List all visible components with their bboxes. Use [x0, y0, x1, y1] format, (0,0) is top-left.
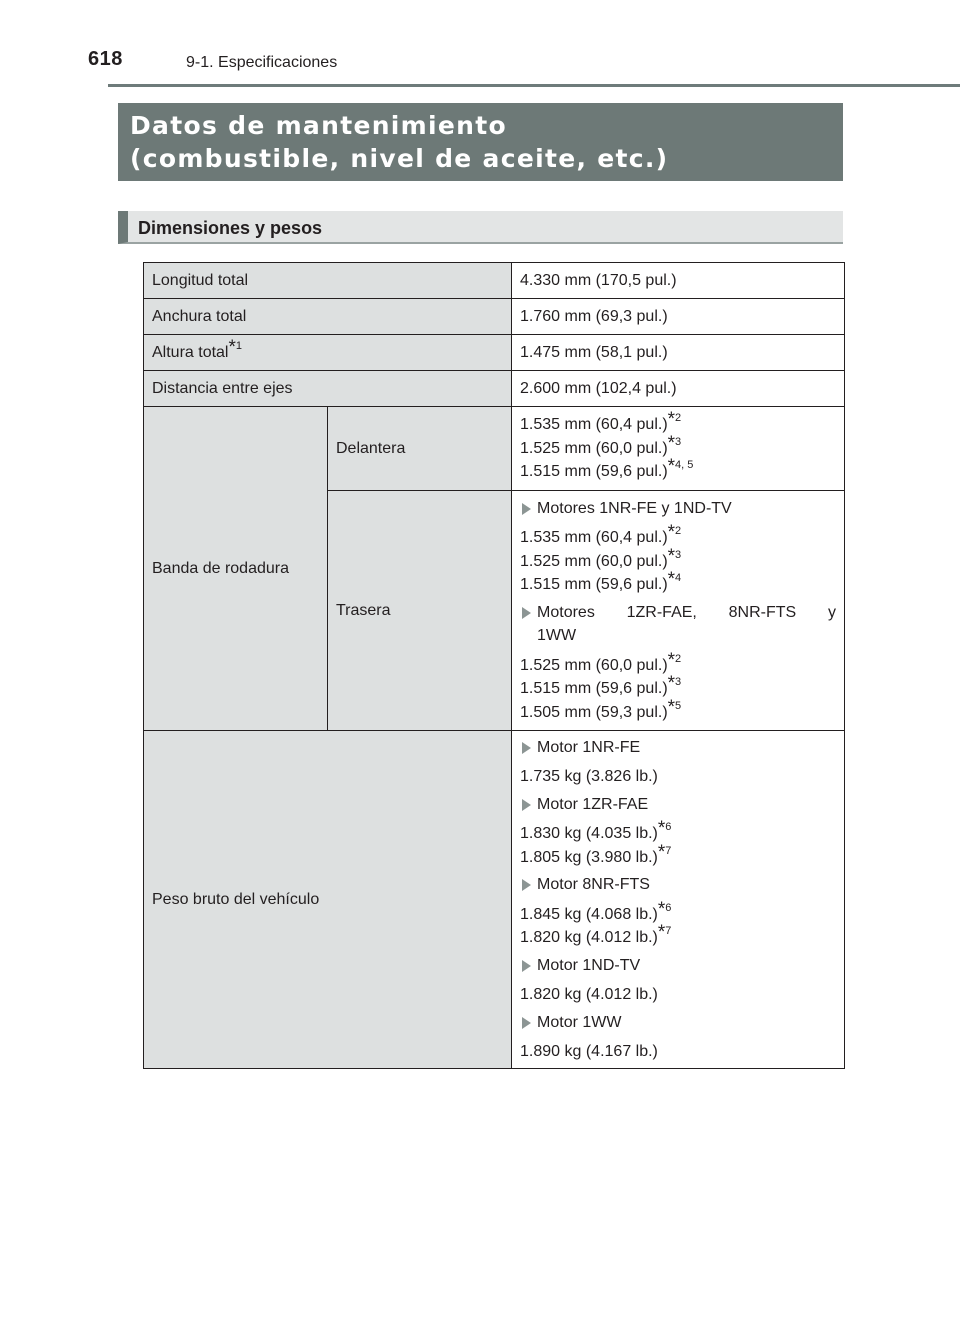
footnote-ref: 1 [235, 339, 243, 352]
triangle-bullet-icon [522, 607, 531, 619]
specifications-table [143, 262, 845, 1069]
value-line [520, 409, 836, 437]
value-line [520, 569, 836, 597]
value-line [520, 522, 836, 550]
section-label: 9-1. Especificaciones [186, 54, 338, 71]
footnote-star: * [657, 841, 666, 863]
engine-bullet [520, 601, 836, 625]
footnote-ref: 6 [665, 821, 672, 833]
value-text: 1.805 kg (3.980 lb.) [520, 848, 658, 866]
footnote-ref: 7 [665, 844, 672, 857]
subsection-heading [118, 211, 843, 244]
footnote-star: * [667, 569, 676, 591]
triangle-bullet-icon [522, 960, 531, 972]
value-line [520, 673, 836, 701]
value-text: 1.535 mm (60,4 pul.) [520, 529, 668, 547]
footnote-star: * [667, 649, 676, 671]
value-line: 1.735 kg (3.826 lb.) [520, 768, 658, 785]
tread-front-values [512, 407, 845, 491]
value-text: 1.830 kg (4.035 lb.) [520, 825, 658, 842]
footnote-star: * [667, 432, 676, 454]
overall-height-label: Altura total [152, 343, 229, 361]
footnote-star: * [657, 818, 666, 839]
overall-length-label: Longitud total [144, 263, 512, 299]
value-text: 1.525 mm (60,0 pul.) [520, 656, 668, 674]
footnote-star: * [667, 673, 676, 695]
value-line [520, 818, 836, 846]
footnote-ref: 2 [675, 412, 682, 425]
wheelbase-label: Distancia entre ejes [144, 371, 512, 407]
value-line [520, 456, 836, 484]
value-line: 1.820 kg (4.012 lb.) [520, 986, 658, 1003]
value-text: 1.525 mm (60,0 pul.) [520, 552, 668, 570]
engine-bullet [520, 1011, 836, 1035]
overall-height-value: 1.475 mm (58,1 pul.) [512, 335, 845, 371]
page-number: 618 [88, 48, 123, 70]
value-line [520, 841, 836, 870]
footnote-star: * [228, 336, 236, 358]
value-text: 1.820 kg (4.012 lb.) [520, 929, 658, 946]
value-text: 1.515 mm (59,6 pul.) [520, 463, 668, 481]
overall-width-value: 1.760 mm (69,3 pul.) [512, 299, 845, 335]
value-line [520, 922, 836, 950]
engine-label: Motor 8NR-FTS [537, 876, 650, 893]
triangle-bullet-icon [522, 503, 531, 515]
footnote-star: * [667, 522, 676, 544]
engine-label: Motor 1WW [537, 1013, 622, 1031]
engine-label: Motor 1NR-FE [537, 738, 641, 756]
footnote-star: * [667, 696, 676, 718]
value-line [520, 432, 836, 461]
footnote-ref: 2 [675, 652, 682, 665]
footnote-star: * [657, 898, 666, 920]
gross-weight-label: Peso bruto del vehículo [144, 731, 512, 1069]
engine-bullet [520, 793, 836, 817]
tread-label: Banda de rodadura [144, 407, 328, 731]
value-text: 1.515 mm (59,6 pul.) [520, 576, 668, 594]
value-text: 1.515 mm (59,6 pul.) [520, 680, 668, 698]
title-line-1: Datos de mantenimiento [130, 111, 507, 140]
footnote-ref: 4 [675, 572, 682, 585]
overall-height-label-cell [144, 335, 512, 371]
table-row [144, 371, 845, 407]
footnote-ref: 4, 5 [675, 459, 694, 472]
value-line [520, 649, 836, 678]
header-rule [108, 84, 960, 87]
footnote-ref: 3 [675, 435, 682, 448]
triangle-bullet-icon [522, 879, 531, 891]
title-line-2: (combustible, nivel de aceite, etc.) [130, 144, 669, 173]
engine-bullet [520, 736, 836, 760]
triangle-bullet-icon [522, 799, 531, 811]
table-row [144, 263, 845, 299]
tread-front-label: Delantera [328, 407, 512, 491]
engine-label-continued: 1WW [537, 627, 577, 645]
overall-width-label: Anchura total [144, 299, 512, 335]
engine-bullet [520, 873, 836, 897]
subsection-title: Dimensiones y pesos [138, 218, 323, 238]
table-row [144, 335, 845, 371]
gross-weight-values [512, 731, 845, 1069]
table-row [144, 407, 845, 491]
value-text: 1.525 mm (60,0 pul.) [520, 439, 668, 457]
tread-rear-values [512, 491, 845, 731]
value-line [520, 696, 836, 725]
footnote-star: * [667, 409, 676, 431]
engine-label: Motores 1NR-FE y 1ND-TV [537, 499, 732, 517]
value-line: 1.890 kg (4.167 lb.) [520, 1043, 658, 1060]
triangle-bullet-icon [522, 742, 531, 754]
tread-rear-label: Trasera [328, 491, 512, 731]
footnote-star: * [667, 456, 676, 478]
overall-length-value: 4.330 mm (170,5 pul.) [512, 263, 845, 299]
value-line [520, 898, 836, 927]
footnote-star: * [657, 922, 666, 943]
wheelbase-value: 2.600 mm (102,4 pul.) [512, 371, 845, 407]
value-text: 1.535 mm (60,4 pul.) [520, 416, 668, 434]
triangle-bullet-icon [522, 1017, 531, 1029]
value-text: 1.505 mm (59,3 pul.) [520, 703, 668, 721]
footnote-ref: 6 [665, 901, 672, 914]
value-text: 1.845 kg (4.068 lb.) [520, 905, 658, 923]
value-line [520, 545, 836, 574]
engine-label: Motor 1ND-TV [537, 956, 641, 974]
footnote-star: * [667, 545, 676, 567]
footnote-ref: 2 [675, 525, 682, 538]
footnote-ref: 3 [675, 548, 682, 561]
engine-bullet [520, 497, 836, 521]
footnote-ref: 3 [675, 676, 682, 689]
table-row [144, 299, 845, 335]
footnote-ref: 7 [665, 925, 672, 937]
engine-label: Motor 1ZR-FAE [537, 795, 649, 813]
footnote-ref: 5 [675, 699, 682, 712]
engine-bullet [520, 954, 836, 978]
title-block [118, 103, 843, 181]
table-row [144, 731, 845, 1069]
engine-label: Motores 1ZR-FAE, 8NR-FTS y [537, 603, 837, 621]
